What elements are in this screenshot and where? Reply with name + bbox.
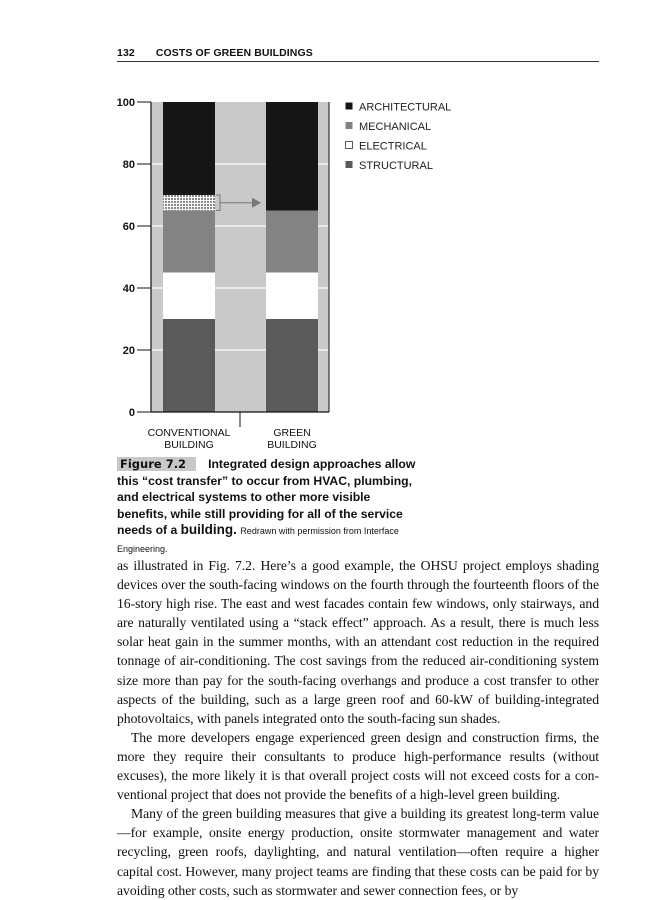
x-category-label: BUILDING	[164, 439, 214, 451]
legend-label: ELECTRICAL	[359, 140, 427, 153]
bar-segment-architectural	[266, 102, 318, 211]
legend-swatch	[346, 142, 353, 149]
y-tick-label: 80	[122, 159, 135, 171]
legend-swatch	[346, 103, 353, 110]
bar-segment-mechanical	[163, 211, 215, 273]
cost-transfer-band	[163, 195, 215, 211]
y-tick-label: 20	[122, 345, 135, 357]
bar-segment-electrical	[163, 273, 215, 320]
legend-swatch	[346, 161, 353, 168]
figure-caption	[117, 456, 417, 557]
paragraph: The more developers engage experienced green design and construction firms, the more they require their consultants to produce high-performance results (without excuses), the more likely it is that overall project costs will not exceed costs for a conventional project that does not provide the benefits of a high-level green building.	[117, 729, 599, 803]
paragraph: Many of the green building measures that give a building its greatest long-term value—for example, onsite energy production, onsite stormwater management and water recycling, green roofs, daylighting, and natural ventilation—often require a higher capital cost. However, many project teams are finding that these costs can be paid for by avoiding other costs, such as stormwater and sewer connection fees, or by	[117, 806, 599, 898]
x-category-label: CONVENTIONAL	[147, 427, 231, 439]
bar-segment-mechanical	[266, 211, 318, 273]
legend-swatch	[346, 122, 353, 129]
figure-label: Figure 7.2	[117, 457, 196, 471]
page-number: 132	[117, 47, 135, 59]
caption-last-word: building.	[180, 522, 237, 537]
y-tick-label: 40	[122, 283, 135, 295]
bar-segment-structural	[266, 319, 318, 412]
legend-label: MECHANICAL	[359, 121, 432, 133]
bar-segment-structural	[163, 319, 215, 412]
y-tick-label: 100	[116, 97, 135, 109]
y-tick-label: 0	[128, 407, 135, 419]
caption-text: Integrated design approaches allow this “cost transfer” to occur from HVAC, plumbing, and electrical systems to other more visible benefits, while still providing for all of the service needs of a	[117, 457, 416, 537]
y-tick-label: 60	[122, 221, 135, 233]
bar-segment-architectural	[163, 102, 215, 211]
legend-label: STRUCTURAL	[359, 160, 433, 172]
caption-credit: Redrawn with permission from Interface Engineering.	[117, 526, 399, 554]
legend-label: ARCHITECTURAL	[359, 101, 452, 114]
x-category-label: BUILDING	[267, 439, 317, 451]
x-category-label: GREEN	[273, 427, 311, 439]
running-title: COSTS OF GREEN BUILDINGS	[155, 47, 313, 59]
body-text	[117, 556, 599, 900]
bar-segment-electrical	[266, 273, 318, 320]
paragraph: as illustrated in Fig. 7.2. Here’s a good example, the OHSU project employs shading devices over the south-facing windows on the fourth through the fourteenth floors of the 16-story high rise. The east and west facades contain few windows, only stairways, and are naturally ventilated using a “stack effect” approach. As a result, there is much less solar heat gain in the summer months, with an attendant cost reduction in the required tonnage of air-conditioning. The cost savings from the reduced air-conditioning system size more than pay for the south-facing overhangs and produce a cost transfer to other aspects of the building, such as a large green roof and 60-kW of building-integrated photovoltaics, with panels integrated onto the south-facing sun shades.	[117, 558, 599, 726]
